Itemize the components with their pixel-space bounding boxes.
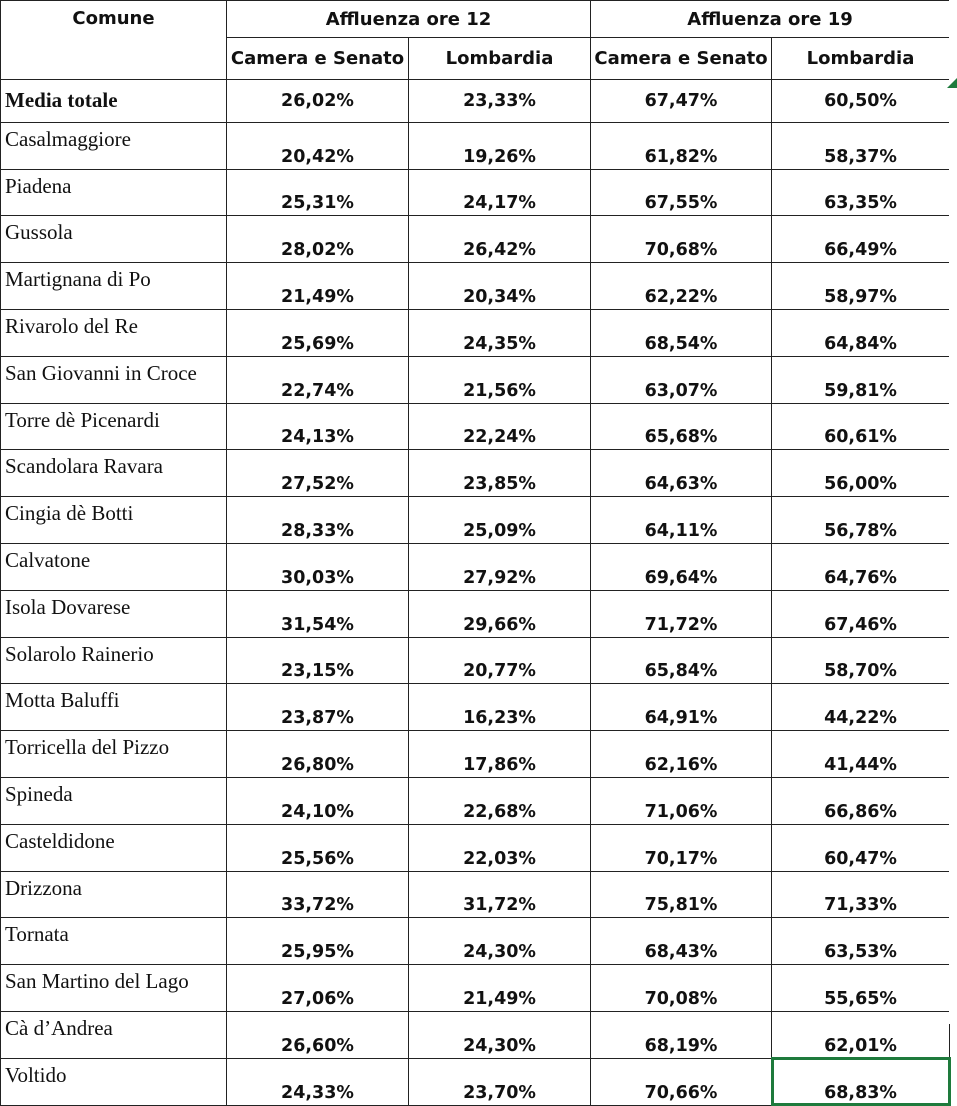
comune-name-cell[interactable]: Gussola: [1, 216, 227, 263]
next-column-edge: [949, 0, 957, 1024]
comune-name-cell[interactable]: Piadena: [1, 169, 227, 216]
table-row: [1, 824, 950, 871]
lombardia-12-cell[interactable]: 20,34%: [409, 263, 591, 310]
table-row: [1, 263, 950, 310]
lombardia-12-cell[interactable]: 19,26%: [409, 122, 591, 169]
comune-name-cell[interactable]: Martignana di Po: [1, 263, 227, 310]
camera-senato-19-cell[interactable]: 64,91%: [591, 684, 772, 731]
total-camera-senato-19-cell[interactable]: 67,47%: [591, 80, 772, 123]
camera-senato-12-cell[interactable]: 33,72%: [227, 871, 409, 918]
camera-senato-12-cell[interactable]: 25,31%: [227, 169, 409, 216]
header-lombardia-12[interactable]: Lombardia: [409, 38, 591, 80]
comune-name-cell[interactable]: Voltido: [1, 1058, 227, 1105]
comune-name-cell[interactable]: Torricella del Pizzo: [1, 731, 227, 778]
camera-senato-12-cell[interactable]: 27,52%: [227, 450, 409, 497]
comune-name-cell[interactable]: Calvatone: [1, 543, 227, 590]
lombardia-19-cell[interactable]: 56,78%: [772, 497, 950, 544]
camera-senato-12-cell[interactable]: 30,03%: [227, 543, 409, 590]
comune-name-cell[interactable]: Cingia dè Botti: [1, 497, 227, 544]
table-row: [1, 356, 950, 403]
table-row: [1, 637, 950, 684]
camera-senato-12-cell[interactable]: 23,87%: [227, 684, 409, 731]
camera-senato-12-cell[interactable]: 20,42%: [227, 122, 409, 169]
lombardia-12-cell[interactable]: 29,66%: [409, 590, 591, 637]
table-row: [1, 403, 950, 450]
table-row: [1, 450, 950, 497]
lombardia-19-cell[interactable]: 60,47%: [772, 824, 950, 871]
table-row: [1, 590, 950, 637]
camera-senato-19-cell[interactable]: 65,84%: [591, 637, 772, 684]
lombardia-19-cell[interactable]: 60,61%: [772, 403, 950, 450]
lombardia-19-cell[interactable]: 63,53%: [772, 918, 950, 965]
lombardia-19-cell[interactable]: 58,97%: [772, 263, 950, 310]
lombardia-12-cell[interactable]: 23,85%: [409, 450, 591, 497]
comune-name-cell[interactable]: San Martino del Lago: [1, 965, 227, 1012]
comune-name-cell[interactable]: Casteldidone: [1, 824, 227, 871]
header-camera-senato-12[interactable]: Camera e Senato: [227, 38, 409, 80]
lombardia-12-cell[interactable]: 20,77%: [409, 637, 591, 684]
table-row: [1, 1011, 950, 1058]
lombardia-12-cell[interactable]: 16,23%: [409, 684, 591, 731]
camera-senato-19-cell[interactable]: 61,82%: [591, 122, 772, 169]
camera-senato-19-cell[interactable]: 64,63%: [591, 450, 772, 497]
camera-senato-12-cell[interactable]: 25,95%: [227, 918, 409, 965]
camera-senato-12-cell[interactable]: 26,60%: [227, 1011, 409, 1058]
header-group-ore-19[interactable]: Affluenza ore 19: [591, 1, 950, 38]
camera-senato-19-cell[interactable]: 71,06%: [591, 777, 772, 824]
comune-name-cell[interactable]: Torre dè Picenardi: [1, 403, 227, 450]
total-camera-senato-12-cell[interactable]: 26,02%: [227, 80, 409, 123]
lombardia-12-cell[interactable]: 25,09%: [409, 497, 591, 544]
total-lombardia-12-cell[interactable]: 23,33%: [409, 80, 591, 123]
selection-handle-icon: [947, 78, 957, 88]
lombardia-12-cell[interactable]: 21,56%: [409, 356, 591, 403]
camera-senato-12-cell[interactable]: 24,13%: [227, 403, 409, 450]
lombardia-12-cell[interactable]: 22,24%: [409, 403, 591, 450]
lombardia-19-cell[interactable]: 66,49%: [772, 216, 950, 263]
table-row: [1, 169, 950, 216]
lombardia-19-cell[interactable]: 59,81%: [772, 356, 950, 403]
total-label-cell[interactable]: Media totale: [1, 80, 227, 123]
table-row: [1, 871, 950, 918]
lombardia-12-cell[interactable]: 22,68%: [409, 777, 591, 824]
camera-senato-19-cell[interactable]: 70,08%: [591, 965, 772, 1012]
lombardia-19-cell[interactable]: 58,70%: [772, 637, 950, 684]
camera-senato-12-cell[interactable]: 26,80%: [227, 731, 409, 778]
lombardia-12-cell[interactable]: 24,30%: [409, 1011, 591, 1058]
lombardia-19-cell[interactable]: 58,37%: [772, 122, 950, 169]
camera-senato-19-cell[interactable]: 64,11%: [591, 497, 772, 544]
camera-senato-12-cell[interactable]: 24,10%: [227, 777, 409, 824]
lombardia-19-cell[interactable]: 62,01%: [772, 1011, 950, 1058]
camera-senato-12-cell[interactable]: 25,69%: [227, 309, 409, 356]
lombardia-12-cell[interactable]: 21,49%: [409, 965, 591, 1012]
comune-name-cell[interactable]: Isola Dovarese: [1, 590, 227, 637]
camera-senato-12-cell[interactable]: 28,02%: [227, 216, 409, 263]
header-camera-senato-19[interactable]: Camera e Senato: [591, 38, 772, 80]
lombardia-19-cell[interactable]: 44,22%: [772, 684, 950, 731]
comune-name-cell[interactable]: Drizzona: [1, 871, 227, 918]
comune-name-cell[interactable]: Casalmaggiore: [1, 122, 227, 169]
camera-senato-19-cell[interactable]: 67,55%: [591, 169, 772, 216]
camera-senato-12-cell[interactable]: 25,56%: [227, 824, 409, 871]
lombardia-19-cell[interactable]: 55,65%: [772, 965, 950, 1012]
lombardia-12-cell[interactable]: 31,72%: [409, 871, 591, 918]
comune-name-cell[interactable]: Tornata: [1, 918, 227, 965]
camera-senato-12-cell[interactable]: 24,33%: [227, 1058, 409, 1105]
camera-senato-19-cell[interactable]: 75,81%: [591, 871, 772, 918]
camera-senato-19-cell[interactable]: 71,72%: [591, 590, 772, 637]
camera-senato-19-cell[interactable]: 62,16%: [591, 731, 772, 778]
lombardia-19-cell[interactable]: 67,46%: [772, 590, 950, 637]
camera-senato-19-cell[interactable]: 70,17%: [591, 824, 772, 871]
lombardia-12-cell[interactable]: 24,35%: [409, 309, 591, 356]
camera-senato-19-cell[interactable]: 62,22%: [591, 263, 772, 310]
camera-senato-12-cell[interactable]: 27,06%: [227, 965, 409, 1012]
table-row: [1, 1058, 950, 1105]
lombardia-19-cell[interactable]: 66,86%: [772, 777, 950, 824]
camera-senato-19-cell[interactable]: 69,64%: [591, 543, 772, 590]
comune-name-cell[interactable]: Cà d’Andrea: [1, 1011, 227, 1058]
camera-senato-12-cell[interactable]: 22,74%: [227, 356, 409, 403]
lombardia-12-cell[interactable]: 26,42%: [409, 216, 591, 263]
camera-senato-12-cell[interactable]: 21,49%: [227, 263, 409, 310]
comune-name-cell[interactable]: Scandolara Ravara: [1, 450, 227, 497]
header-row-groups: [1, 1, 950, 38]
camera-senato-19-cell[interactable]: 70,66%: [591, 1058, 772, 1105]
camera-senato-19-cell[interactable]: 68,54%: [591, 309, 772, 356]
table-row: [1, 497, 950, 544]
table-row: [1, 216, 950, 263]
header-comune[interactable]: Comune: [1, 1, 227, 80]
lombardia-19-cell[interactable]: 71,33%: [772, 871, 950, 918]
comune-name-cell[interactable]: San Giovanni in Croce: [1, 356, 227, 403]
lombardia-19-cell[interactable]: 64,76%: [772, 543, 950, 590]
comune-name-cell[interactable]: Motta Baluffi: [1, 684, 227, 731]
table-row: [1, 731, 950, 778]
lombardia-12-cell[interactable]: 24,17%: [409, 169, 591, 216]
comune-name-cell[interactable]: Spineda: [1, 777, 227, 824]
lombardia-12-cell[interactable]: 22,03%: [409, 824, 591, 871]
lombardia-12-cell[interactable]: 24,30%: [409, 918, 591, 965]
camera-senato-12-cell[interactable]: 23,15%: [227, 637, 409, 684]
lombardia-19-cell[interactable]: 63,35%: [772, 169, 950, 216]
table-row: [1, 684, 950, 731]
table-row: [1, 777, 950, 824]
selected-cell[interactable]: 68,83%: [772, 1058, 950, 1105]
lombardia-12-cell[interactable]: 27,92%: [409, 543, 591, 590]
total-lombardia-19-cell[interactable]: 60,50%: [772, 80, 950, 123]
camera-senato-12-cell[interactable]: 28,33%: [227, 497, 409, 544]
header-lombardia-19[interactable]: Lombardia: [772, 38, 950, 80]
lombardia-12-cell[interactable]: 17,86%: [409, 731, 591, 778]
camera-senato-19-cell[interactable]: 68,19%: [591, 1011, 772, 1058]
lombardia-19-cell[interactable]: 64,84%: [772, 309, 950, 356]
table-row: [1, 918, 950, 965]
lombardia-12-cell[interactable]: 23,70%: [409, 1058, 591, 1105]
table-row: [1, 965, 950, 1012]
camera-senato-19-cell[interactable]: 68,43%: [591, 918, 772, 965]
camera-senato-19-cell[interactable]: 63,07%: [591, 356, 772, 403]
camera-senato-12-cell[interactable]: 31,54%: [227, 590, 409, 637]
total-row: [1, 80, 950, 123]
camera-senato-19-cell[interactable]: 70,68%: [591, 216, 772, 263]
header-group-ore-12[interactable]: Affluenza ore 12: [227, 1, 591, 38]
table-body: [1, 80, 950, 1106]
camera-senato-19-cell[interactable]: 65,68%: [591, 403, 772, 450]
comune-name-cell[interactable]: Solarolo Rainerio: [1, 637, 227, 684]
lombardia-19-cell[interactable]: 56,00%: [772, 450, 950, 497]
table-row: [1, 543, 950, 590]
table-row: [1, 122, 950, 169]
lombardia-19-cell[interactable]: 41,44%: [772, 731, 950, 778]
comune-name-cell[interactable]: Rivarolo del Re: [1, 309, 227, 356]
table-row: [1, 309, 950, 356]
